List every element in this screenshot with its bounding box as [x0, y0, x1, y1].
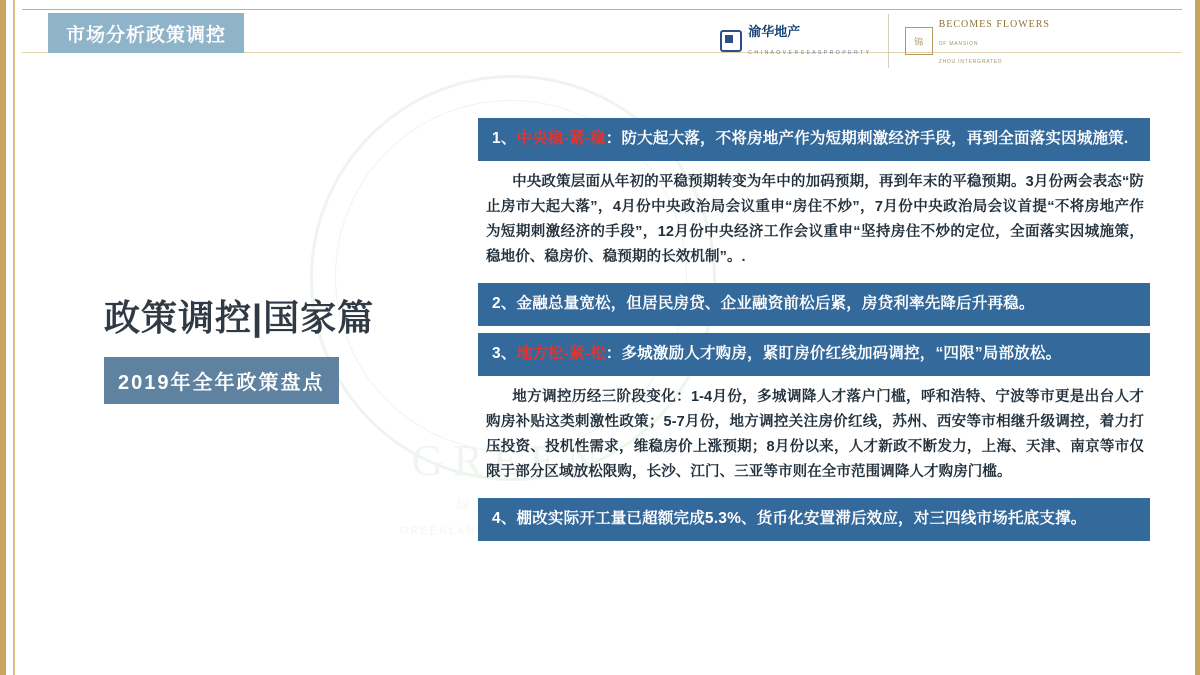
breadcrumb[interactable]	[48, 13, 244, 53]
section-1-paragraph	[478, 161, 1150, 278]
logo-group	[720, 14, 1050, 68]
section-4-prefix: 4、	[492, 509, 517, 527]
section-3-paragraph-text: 地方调控历经三阶段变化：1-4月份，多城调降人才落户门槛，呼和浩特、宁波等市更是出台人才购房补贴这类刺激性政策；5-7月份，地方调控关注房价红线，苏州、西安等市相继升级调控，着力打压投资、投机性需求，维稳房价上涨预期；8月份以来，人才新政不断发力，上海、天津、南京等市仅限于部分区域放松限购，长沙、江门、三亚等市则在全市范围调降人才购房门槛。	[486, 388, 1144, 480]
section-2-rest: 金融总量宽松，但居民房贷、企业融资前松后紧，房贷利率先降后升再稳。	[516, 294, 1035, 312]
company-logo-primary-sub: C H I N A O V E R S E A S P R O P E R T Y	[748, 50, 870, 56]
page-title: 政策调控|国家篇	[104, 297, 375, 338]
section-3-highlight: 地方松-紧-松	[516, 344, 606, 362]
right-gold-border	[1195, 0, 1200, 675]
section-1-prefix: 1、	[492, 130, 517, 147]
section-3-rest: ：多城激励人才购房，紧盯房价红线加码调控，“四限”局部放松。	[605, 344, 1062, 362]
section-heading-4	[478, 498, 1150, 541]
company-logo-secondary	[888, 14, 1050, 68]
breadcrumb-primary: 市场分析	[66, 24, 147, 46]
top-rule	[22, 9, 1182, 10]
section-3-paragraph	[478, 376, 1150, 493]
section-1-highlight: 中央稳-紧-稳	[516, 130, 606, 147]
page-subtitle: 2019年全年政策盘点	[104, 357, 339, 404]
section-heading-2	[478, 283, 1150, 326]
section-1-rest: ：防大起大落，不将房地产作为短期刺激经济手段，再到全面落实因城施策.	[605, 130, 1129, 147]
company-logo-secondary-name: BECOMES FLOWERS	[938, 19, 1050, 30]
section-3-prefix: 3、	[492, 344, 517, 362]
section-1-paragraph-text: 中央政策层面从年初的平稳预期转变为年中的加码预期，再到年末的平稳预期。3月份两会表态“防止房市大起大落”，4月份中央政治局会议重申“房住不炒”，7月份中央政治局会议首提“不将房地产作为短期刺激经济的手段”，12月份中央经济工作会议重申“坚持房住不炒的定位，全面落实因城施策，稳地价、稳房价、稳预期的长效机制”。.	[486, 174, 1144, 265]
company-logo-primary	[720, 23, 869, 59]
section-2-prefix: 2、	[492, 294, 517, 312]
spacer	[478, 326, 1150, 333]
watermark-text: GREEN	[411, 436, 609, 485]
section-heading-1	[478, 118, 1150, 161]
seal-icon: 锦	[905, 27, 933, 55]
building-icon	[720, 30, 742, 52]
company-logo-secondary-sub2: ZHOU INTERGRATED	[938, 59, 1003, 65]
company-logo-secondary-sub: OF MANSION	[938, 41, 979, 47]
left-gold-border	[0, 0, 6, 675]
watermark-subtext-en: GREENLAND	[399, 525, 487, 537]
section-4-rest: 棚改实际开工量已超额完成5.3%、货币化安置滞后效应，对三四线市场托底支撑。	[516, 509, 1087, 527]
section-heading-3	[478, 333, 1150, 376]
left-gold-border-thin	[13, 0, 15, 675]
company-logo-primary-name: 渝华地产	[748, 24, 801, 39]
breadcrumb-secondary: 政策调控	[146, 24, 227, 46]
content-column	[478, 118, 1150, 541]
title-block	[104, 290, 434, 404]
